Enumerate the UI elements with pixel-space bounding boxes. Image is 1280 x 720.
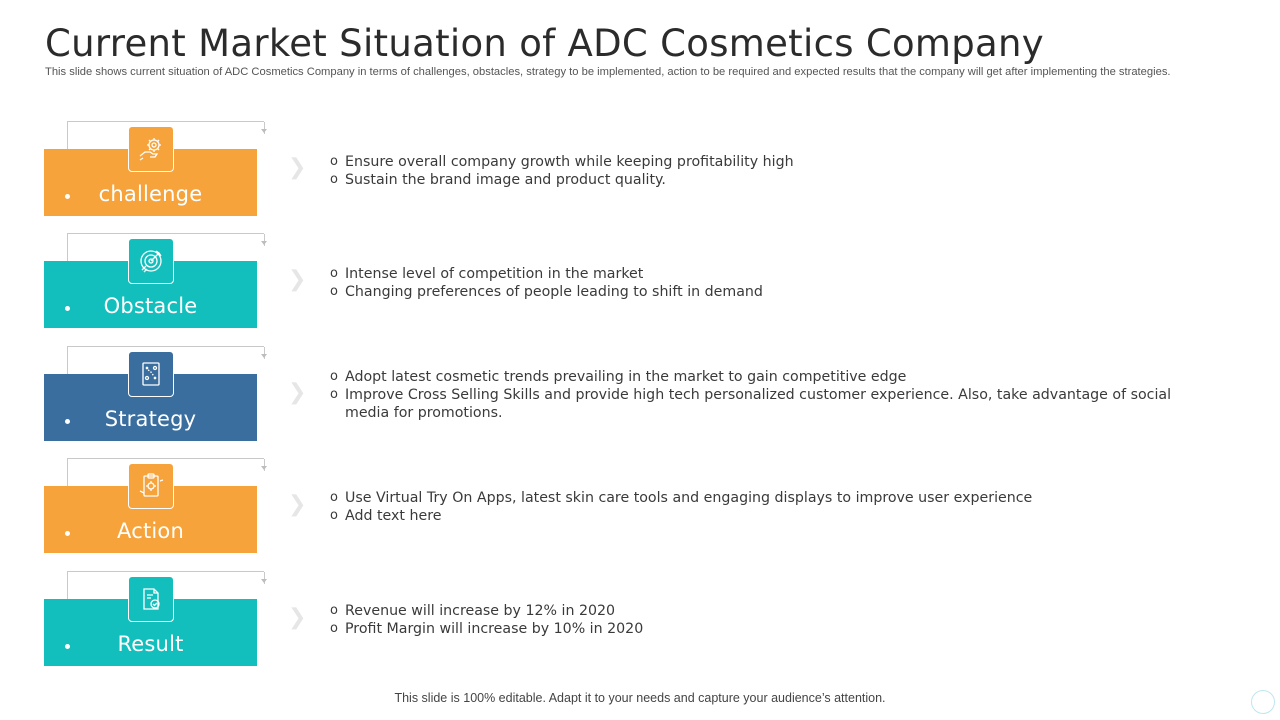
bullet-list bbox=[330, 265, 1200, 301]
circle-logo-icon bbox=[1251, 690, 1275, 714]
bullet-item: o Profit Margin will increase by 10% in 2020 bbox=[330, 620, 1200, 638]
gear-hand-icon bbox=[128, 126, 174, 172]
bullet-item: o Ensure overall company growth while keeping profitability high bbox=[330, 153, 1200, 171]
row-action bbox=[0, 458, 1280, 558]
chevron-right-icon: ❯ bbox=[288, 492, 307, 517]
row-strategy bbox=[0, 346, 1280, 446]
connector-dot bbox=[65, 306, 70, 311]
chevron-right-icon: ❯ bbox=[288, 605, 307, 630]
arrow-down-icon bbox=[261, 466, 267, 470]
chevron-right-icon: ❯ bbox=[288, 380, 307, 405]
bullet-item: o Adopt latest cosmetic trends prevailing in the market to gain competitive edge bbox=[330, 368, 1200, 386]
chevron-right-icon: ❯ bbox=[288, 267, 307, 292]
row-obstacle bbox=[0, 233, 1280, 333]
row-challenge bbox=[0, 121, 1280, 221]
label-text: Strategy bbox=[104, 407, 197, 431]
label-text: Action bbox=[117, 519, 184, 543]
bullet-item: o Add text here bbox=[330, 507, 1200, 525]
bullet-item: o Changing preferences of people leading to shift in demand bbox=[330, 283, 1200, 301]
connector-dot bbox=[65, 194, 70, 199]
bullet-item: o Revenue will increase by 12% in 2020 bbox=[330, 602, 1200, 620]
bullet-item: o Sustain the brand image and product quality. bbox=[330, 171, 1200, 189]
strategy-board-icon bbox=[128, 351, 174, 397]
label-text: Obstacle bbox=[103, 294, 198, 318]
check-document-icon bbox=[128, 576, 174, 622]
row-result bbox=[0, 571, 1280, 671]
bullet-item: o Use Virtual Try On Apps, latest skin care tools and engaging displays to improve user experience bbox=[330, 489, 1200, 507]
target-icon bbox=[128, 238, 174, 284]
footer-note: This slide is 100% editable. Adapt it to your needs and capture your audience’s attention. bbox=[394, 691, 886, 705]
arrow-down-icon bbox=[261, 579, 267, 583]
connector-dot bbox=[65, 644, 70, 649]
chevron-right-icon: ❯ bbox=[288, 155, 307, 180]
clipboard-gear-icon bbox=[128, 463, 174, 509]
bullet-item: o Intense level of competition in the market bbox=[330, 265, 1200, 283]
bullet-item: o Improve Cross Selling Skills and provide high tech personalized customer experience. Also, take advantage of social media for promotions. bbox=[330, 386, 1200, 422]
label-text: challenge bbox=[98, 182, 203, 206]
page-title: Current Market Situation of ADC Cosmetics Company bbox=[45, 22, 1044, 65]
bullet-list bbox=[330, 153, 1200, 189]
connector-dot bbox=[65, 419, 70, 424]
bullet-list bbox=[330, 602, 1200, 638]
label-text: Result bbox=[117, 632, 184, 656]
page-subtitle: This slide shows current situation of ADC Cosmetics Company in terms of challenges, obstacles, strategy to be implemented, action to be required and expected results that the company will get after implementing the strategies. bbox=[45, 66, 1171, 78]
arrow-down-icon bbox=[261, 129, 267, 133]
connector-dot bbox=[65, 531, 70, 536]
arrow-down-icon bbox=[261, 354, 267, 358]
arrow-down-icon bbox=[261, 241, 267, 245]
bullet-list bbox=[330, 368, 1200, 422]
bullet-list bbox=[330, 489, 1200, 525]
